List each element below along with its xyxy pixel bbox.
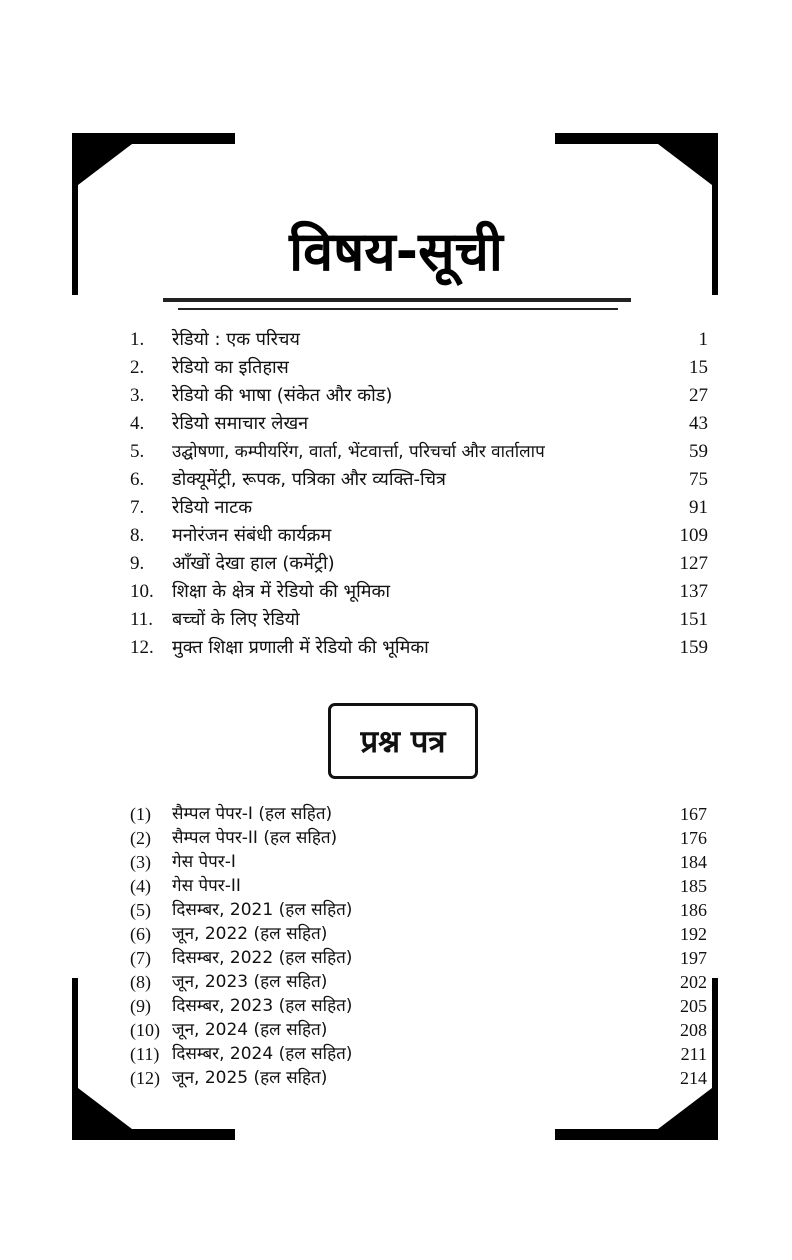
paper-title: गेस पेपर-I xyxy=(172,852,236,872)
toc-entry[interactable] xyxy=(128,550,708,578)
toc-title: शिक्षा के क्षेत्र में रेडियो की भूमिका xyxy=(172,581,391,602)
paper-number: (7) xyxy=(130,948,151,968)
paper-number: (5) xyxy=(130,900,151,920)
paper-entry[interactable] xyxy=(128,970,707,994)
paper-page: 192 xyxy=(680,924,707,944)
paper-title: जून, 2025 (हल सहित) xyxy=(172,1068,328,1088)
toc-title: रेडियो : एक परिचय xyxy=(172,329,300,350)
toc-number: 4. xyxy=(130,413,145,434)
toc-entry[interactable] xyxy=(128,410,708,438)
paper-title: सैम्पल पेपर-II (हल सहित) xyxy=(172,828,338,848)
toc-title: रेडियो नाटक xyxy=(172,497,253,518)
toc-title: मुक्त शिक्षा प्रणाली में रेडियो की भूमिका xyxy=(172,637,429,658)
paper-entry[interactable] xyxy=(128,994,707,1018)
paper-number: (10) xyxy=(130,1020,160,1040)
question-papers-list xyxy=(128,802,707,1090)
toc-page: 75 xyxy=(689,469,708,490)
toc-number: 1. xyxy=(130,329,145,350)
toc-title: उद्घोषणा, कम्पीयरिंग, वार्ता, भेंटवार्त्ता, परिचर्चा और वार्तालाप xyxy=(172,442,545,462)
toc-entry[interactable] xyxy=(128,438,708,466)
page-title: विषय-सूची xyxy=(289,220,503,283)
toc-title: रेडियो की भाषा (संकेत और कोड) xyxy=(172,385,393,406)
paper-page: 208 xyxy=(680,1020,707,1040)
paper-number: (11) xyxy=(130,1044,160,1064)
toc-page: 43 xyxy=(689,413,708,434)
title-underline-thin xyxy=(178,308,618,310)
toc-title: बच्चों के लिए रेडियो xyxy=(172,609,300,630)
paper-title: जून, 2022 (हल सहित) xyxy=(172,924,328,944)
toc-entry[interactable] xyxy=(128,382,708,410)
toc-number: 11. xyxy=(130,609,154,630)
paper-entry[interactable] xyxy=(128,850,707,874)
paper-entry[interactable] xyxy=(128,1042,707,1066)
paper-number: (8) xyxy=(130,972,151,992)
paper-number: (2) xyxy=(130,828,151,848)
toc-number: 5. xyxy=(130,441,145,462)
paper-title: जून, 2023 (हल सहित) xyxy=(172,972,328,992)
paper-entry[interactable] xyxy=(128,1018,707,1042)
toc-number: 8. xyxy=(130,525,145,546)
paper-entry[interactable] xyxy=(128,802,707,826)
paper-page: 197 xyxy=(680,948,707,968)
paper-entry[interactable] xyxy=(128,826,707,850)
toc-number: 9. xyxy=(130,553,145,574)
toc-page: 91 xyxy=(689,497,708,518)
paper-title: दिसम्बर, 2021 (हल सहित) xyxy=(172,900,353,920)
paper-number: (9) xyxy=(130,996,151,1016)
toc-page: 151 xyxy=(679,609,708,630)
toc-entry[interactable] xyxy=(128,494,708,522)
paper-page: 202 xyxy=(680,972,707,992)
paper-number: (1) xyxy=(130,804,151,824)
toc-number: 6. xyxy=(130,469,145,490)
toc-number: 7. xyxy=(130,497,145,518)
toc-page: 109 xyxy=(679,525,708,546)
paper-title: जून, 2024 (हल सहित) xyxy=(172,1020,328,1040)
toc-title: मनोरंजन संबंधी कार्यक्रम xyxy=(172,525,332,546)
paper-page: 176 xyxy=(680,828,707,848)
toc-entry[interactable] xyxy=(128,466,708,494)
toc-entry[interactable] xyxy=(128,354,708,382)
toc-entry[interactable] xyxy=(128,606,708,634)
toc-title: डोक्यूमेंट्री, रूपक, पत्रिका और व्यक्ति-चित्र xyxy=(172,469,446,490)
toc-page: 137 xyxy=(679,581,708,602)
toc-entry[interactable] xyxy=(128,522,708,550)
paper-number: (6) xyxy=(130,924,151,944)
toc-page: 59 xyxy=(689,441,708,462)
paper-entry[interactable] xyxy=(128,874,707,898)
paper-title: दिसम्बर, 2022 (हल सहित) xyxy=(172,948,353,968)
paper-number: (3) xyxy=(130,852,151,872)
toc-entry[interactable] xyxy=(128,578,708,606)
toc-number: 2. xyxy=(130,357,145,378)
paper-page: 184 xyxy=(680,852,707,872)
paper-entry[interactable] xyxy=(128,946,707,970)
paper-number: (12) xyxy=(130,1068,160,1088)
question-papers-heading-box xyxy=(328,703,484,785)
toc-number: 12. xyxy=(130,637,154,658)
paper-entry[interactable] xyxy=(128,898,707,922)
paper-title: सैम्पल पेपर-I (हल सहित) xyxy=(172,804,333,824)
paper-page: 186 xyxy=(680,900,707,920)
toc-number: 3. xyxy=(130,385,145,406)
toc-page: 15 xyxy=(689,357,708,378)
paper-page: 167 xyxy=(680,804,707,824)
toc-page: 1 xyxy=(698,329,708,350)
toc-entry[interactable] xyxy=(128,634,708,662)
toc-page: 27 xyxy=(689,385,708,406)
paper-title: दिसम्बर, 2024 (हल सहित) xyxy=(172,1044,353,1064)
toc-page: 127 xyxy=(679,553,708,574)
table-of-contents xyxy=(128,326,708,662)
paper-number: (4) xyxy=(130,876,151,896)
toc-page: 159 xyxy=(679,637,708,658)
toc-number: 10. xyxy=(130,581,154,602)
paper-entry[interactable] xyxy=(128,1066,707,1090)
paper-page: 211 xyxy=(680,1044,707,1064)
toc-title: रेडियो का इतिहास xyxy=(172,357,289,378)
paper-title: गेस पेपर-II xyxy=(172,876,241,896)
paper-page: 214 xyxy=(680,1068,707,1088)
paper-page: 205 xyxy=(680,996,707,1016)
paper-title: दिसम्बर, 2023 (हल सहित) xyxy=(172,996,353,1016)
toc-entry[interactable] xyxy=(128,326,708,354)
paper-entry[interactable] xyxy=(128,922,707,946)
title-underline-thick xyxy=(163,298,631,302)
toc-title: आँखों देखा हाल (कमेंट्री) xyxy=(172,553,335,574)
paper-page: 185 xyxy=(680,876,707,896)
question-papers-heading: प्रश्न पत्र xyxy=(328,703,478,779)
toc-title: रेडियो समाचार लेखन xyxy=(172,413,309,434)
